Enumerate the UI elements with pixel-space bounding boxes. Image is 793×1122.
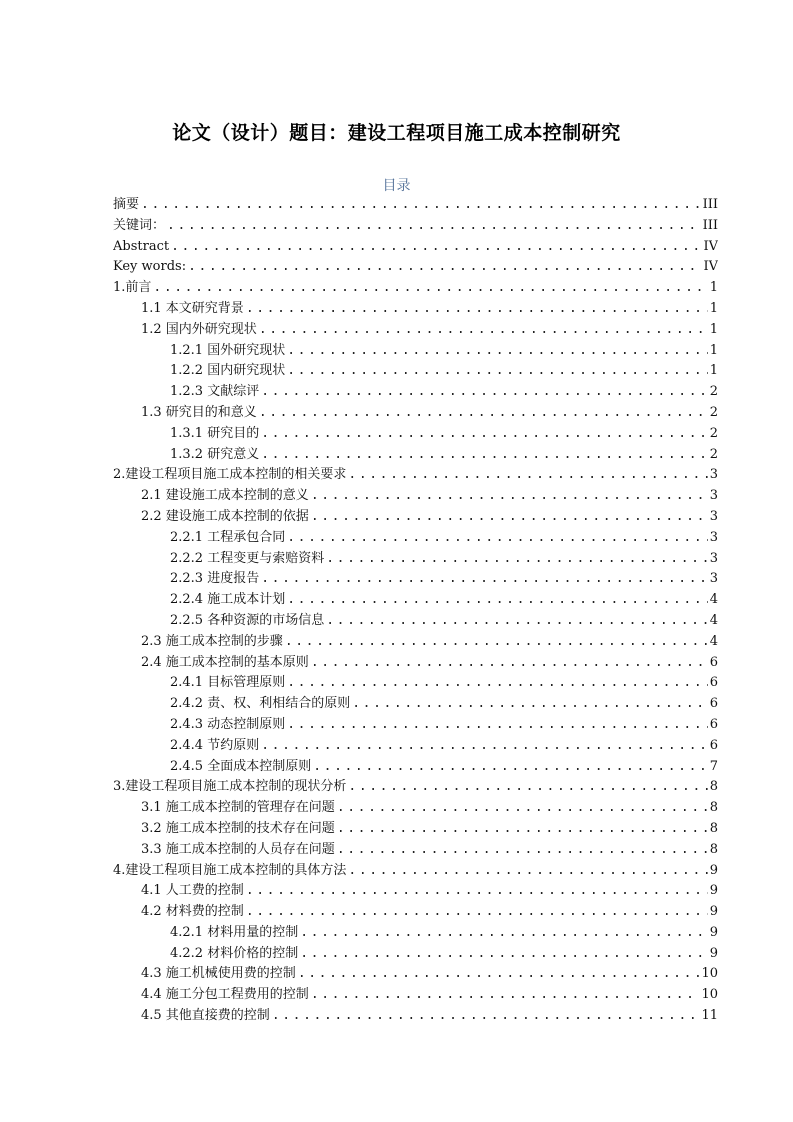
toc-entry-page-number: 8	[709, 841, 718, 857]
toc-entry-page-number: 3	[709, 488, 718, 504]
toc-entry-page-number: 9	[709, 904, 718, 920]
toc-entry-label: 2.4.2 责、权、利相结合的原则	[170, 696, 351, 712]
toc-dot-leader	[313, 757, 708, 778]
table-of-contents	[113, 195, 718, 1027]
toc-entry[interactable]	[113, 237, 718, 258]
toc-entry-label: 关键词：	[113, 217, 166, 233]
toc-entry-page-number: 6	[709, 716, 718, 732]
toc-dot-leader	[298, 964, 700, 985]
toc-dot-leader	[311, 985, 700, 1006]
toc-entry-page-number: 2	[709, 384, 718, 400]
toc-entry-page-number: IV	[703, 259, 718, 275]
toc-entry[interactable]	[113, 777, 718, 798]
toc-dot-leader	[188, 257, 701, 278]
toc-entry-page-number: 4	[709, 592, 718, 608]
toc-entry[interactable]	[113, 1006, 718, 1027]
toc-entry[interactable]	[113, 361, 718, 382]
toc-entry-page-number: 4	[709, 633, 718, 649]
toc-dot-leader	[153, 278, 707, 299]
toc-entry-label: 2.2.2 工程变更与索赔资料	[170, 550, 325, 566]
toc-entry-page-number: 11	[701, 1008, 718, 1024]
toc-entry-page-number: 8	[709, 779, 718, 795]
toc-entry[interactable]	[113, 341, 718, 362]
toc-entry[interactable]	[113, 923, 718, 944]
toc-dot-leader	[287, 361, 708, 382]
toc-entry[interactable]	[113, 611, 718, 632]
toc-entry-page-number: 1	[709, 300, 718, 316]
toc-entry-label: 2.2.4 施工成本计划	[170, 592, 286, 608]
toc-entry[interactable]	[113, 382, 718, 403]
toc-entry-page-number: 10	[701, 966, 718, 982]
toc-entry-label: 1.前言	[113, 280, 152, 296]
toc-entry-label: 1.1 本文研究背景	[141, 300, 244, 316]
toc-entry-label: 1.2.2 国内研究现状	[170, 363, 286, 379]
toc-entry-page-number: 3	[709, 550, 718, 566]
toc-dot-leader	[246, 299, 708, 320]
toc-dot-leader	[287, 715, 708, 736]
toc-entry-page-number: IV	[703, 238, 718, 254]
toc-dot-leader	[326, 611, 708, 632]
toc-dot-leader	[261, 445, 708, 466]
toc-entry[interactable]	[113, 798, 718, 819]
toc-entry-label: 4.5 其他直接费的控制	[141, 1008, 270, 1024]
toc-entry-label: 1.2 国内外研究现状	[141, 321, 257, 337]
toc-entry-page-number: 7	[709, 758, 718, 774]
toc-entry-page-number: 6	[709, 696, 718, 712]
toc-entry-page-number: III	[702, 217, 718, 233]
toc-entry-label: 3.1 施工成本控制的管理存在问题	[141, 800, 335, 816]
toc-entry[interactable]	[113, 736, 718, 757]
toc-entry-page-number: 9	[709, 924, 718, 940]
toc-entry[interactable]	[113, 445, 718, 466]
toc-dot-leader	[326, 549, 708, 570]
toc-entry-label: 2.1 建设施工成本控制的意义	[141, 488, 309, 504]
toc-entry-page-number: 8	[709, 800, 718, 816]
toc-entry[interactable]	[113, 486, 718, 507]
toc-dot-leader	[348, 777, 707, 798]
toc-dot-leader	[272, 1006, 700, 1027]
toc-entry[interactable]	[113, 757, 718, 778]
page-title: 论文（设计）题目：建设工程项目施工成本控制研究	[172, 122, 621, 144]
toc-entry-label: 3.2 施工成本控制的技术存在问题	[141, 820, 335, 836]
toc-entry[interactable]	[113, 549, 718, 570]
toc-entry-page-number: 1	[709, 363, 718, 379]
toc-entry-label: 2.建设工程项目施工成本控制的相关要求	[113, 467, 347, 483]
toc-entry-page-number: 3	[709, 508, 718, 524]
toc-entry-page-number: 6	[709, 675, 718, 691]
toc-entry[interactable]	[113, 257, 718, 278]
toc-entry[interactable]	[113, 694, 718, 715]
toc-dot-leader	[261, 424, 708, 445]
toc-dot-leader	[287, 528, 708, 549]
toc-entry[interactable]	[113, 424, 718, 445]
toc-dot-leader	[261, 736, 708, 757]
toc-entry-label: 4.1 人工费的控制	[141, 883, 244, 899]
toc-entry-label: 4.2.1 材料用量的控制	[170, 924, 299, 940]
toc-entry-page-number: 1	[709, 342, 718, 358]
toc-entry[interactable]	[113, 902, 718, 923]
toc-entry[interactable]	[113, 964, 718, 985]
toc-dot-leader	[337, 819, 708, 840]
toc-dot-leader	[311, 653, 708, 674]
toc-entry[interactable]	[113, 299, 718, 320]
toc-entry-page-number: 9	[709, 883, 718, 899]
toc-dot-leader	[261, 569, 708, 590]
toc-entry-page-number: 9	[709, 862, 718, 878]
toc-entry-page-number: 4	[709, 612, 718, 628]
toc-entry-label: 2.4 施工成本控制的基本原则	[141, 654, 309, 670]
toc-entry[interactable]	[113, 216, 718, 237]
toc-entry-label: 2.2 建设施工成本控制的依据	[141, 508, 309, 524]
toc-dot-leader	[300, 923, 708, 944]
toc-entry-page-number: 2	[709, 446, 718, 462]
toc-dot-leader	[337, 840, 708, 861]
toc-entry[interactable]	[113, 465, 718, 486]
toc-dot-leader	[141, 195, 701, 216]
toc-entry-page-number: III	[702, 197, 718, 212]
toc-entry-label: 1.3.1 研究目的	[170, 425, 260, 441]
toc-dot-leader	[348, 861, 707, 882]
toc-entry-label: Abstract	[113, 238, 170, 254]
toc-entry-label: 2.4.5 全面成本控制原则	[170, 758, 312, 774]
toc-entry-page-number: 3	[709, 529, 718, 545]
toc-dot-leader	[287, 590, 708, 611]
toc-entry-label: 3.3 施工成本控制的人员存在问题	[141, 841, 335, 857]
toc-dot-leader	[259, 403, 708, 424]
toc-entry[interactable]	[113, 320, 718, 341]
toc-entry-label: 2.2.5 各种资源的市场信息	[170, 612, 325, 628]
toc-entry-label: 4.3 施工机械使用费的控制	[141, 966, 296, 982]
toc-dot-leader	[259, 320, 708, 341]
toc-entry-page-number: 2	[709, 425, 718, 441]
toc-dot-leader	[311, 486, 708, 507]
toc-entry-page-number: 8	[709, 820, 718, 836]
toc-entry-label: 1.3 研究目的和意义	[141, 404, 257, 420]
toc-entry[interactable]	[113, 673, 718, 694]
toc-entry[interactable]	[113, 507, 718, 528]
toc-entry-label: 1.3.2 研究意义	[170, 446, 260, 462]
toc-dot-leader	[167, 216, 701, 237]
toc-dot-leader	[246, 881, 708, 902]
toc-entry-page-number: 1	[709, 280, 718, 296]
toc-entry[interactable]	[113, 403, 718, 424]
toc-entry[interactable]	[113, 840, 718, 861]
toc-entry[interactable]	[113, 715, 718, 736]
toc-entry-label: 2.4.1 目标管理原则	[170, 675, 286, 691]
toc-dot-leader	[352, 694, 708, 715]
toc-dot-leader	[311, 507, 708, 528]
toc-entry-label: 2.4.4 节约原则	[170, 737, 260, 753]
toc-heading: 目录	[382, 178, 411, 194]
toc-entry-label: 1.2.1 国外研究现状	[170, 342, 286, 358]
toc-entry[interactable]	[113, 861, 718, 882]
toc-entry[interactable]	[113, 985, 718, 1006]
toc-entry-page-number: 3	[709, 467, 718, 483]
toc-entry-label: 4.4 施工分包工程费用的控制	[141, 987, 309, 1003]
toc-entry-label: 2.4.3 动态控制原则	[170, 716, 286, 732]
toc-entry[interactable]	[113, 944, 718, 965]
toc-entry[interactable]	[113, 278, 718, 299]
toc-entry-page-number: 10	[701, 987, 718, 1003]
toc-entry[interactable]	[113, 569, 718, 590]
toc-dot-leader	[287, 673, 708, 694]
toc-dot-leader	[246, 902, 708, 923]
toc-entry-label: Key words:	[113, 259, 187, 275]
toc-entry-label: 摘要	[113, 197, 140, 212]
toc-entry-label: 4.2 材料费的控制	[141, 904, 244, 920]
toc-entry-label: 1.2.3 文献综评	[170, 384, 260, 400]
toc-entry[interactable]	[113, 653, 718, 674]
toc-entry-page-number: 1	[709, 321, 718, 337]
toc-entry-label: 2.3 施工成本控制的步骤	[141, 633, 283, 649]
toc-dot-leader	[171, 237, 701, 258]
toc-entry-label: 2.2.1 工程承包合同	[170, 529, 286, 545]
toc-dot-leader	[261, 382, 708, 403]
toc-entry-label: 4.2.2 材料价格的控制	[170, 945, 299, 961]
toc-entry-label: 2.2.3 进度报告	[170, 571, 260, 587]
toc-dot-leader	[285, 632, 708, 653]
toc-entry-page-number: 2	[709, 404, 718, 420]
toc-entry-page-number: 6	[709, 654, 718, 670]
toc-entry-page-number: 6	[709, 737, 718, 753]
toc-entry[interactable]	[113, 528, 718, 549]
toc-dot-leader	[287, 341, 708, 362]
toc-entry[interactable]	[113, 819, 718, 840]
toc-entry[interactable]	[113, 881, 718, 902]
toc-entry[interactable]	[113, 590, 718, 611]
toc-entry-page-number: 3	[709, 571, 718, 587]
toc-dot-leader	[300, 944, 708, 965]
toc-dot-leader	[337, 798, 708, 819]
toc-entry-page-number: 9	[709, 945, 718, 961]
toc-entry[interactable]	[113, 195, 718, 216]
toc-entry-label: 3.建设工程项目施工成本控制的现状分析	[113, 779, 347, 795]
toc-entry-label: 4.建设工程项目施工成本控制的具体方法	[113, 862, 347, 878]
toc-entry[interactable]	[113, 632, 718, 653]
toc-dot-leader	[348, 465, 707, 486]
